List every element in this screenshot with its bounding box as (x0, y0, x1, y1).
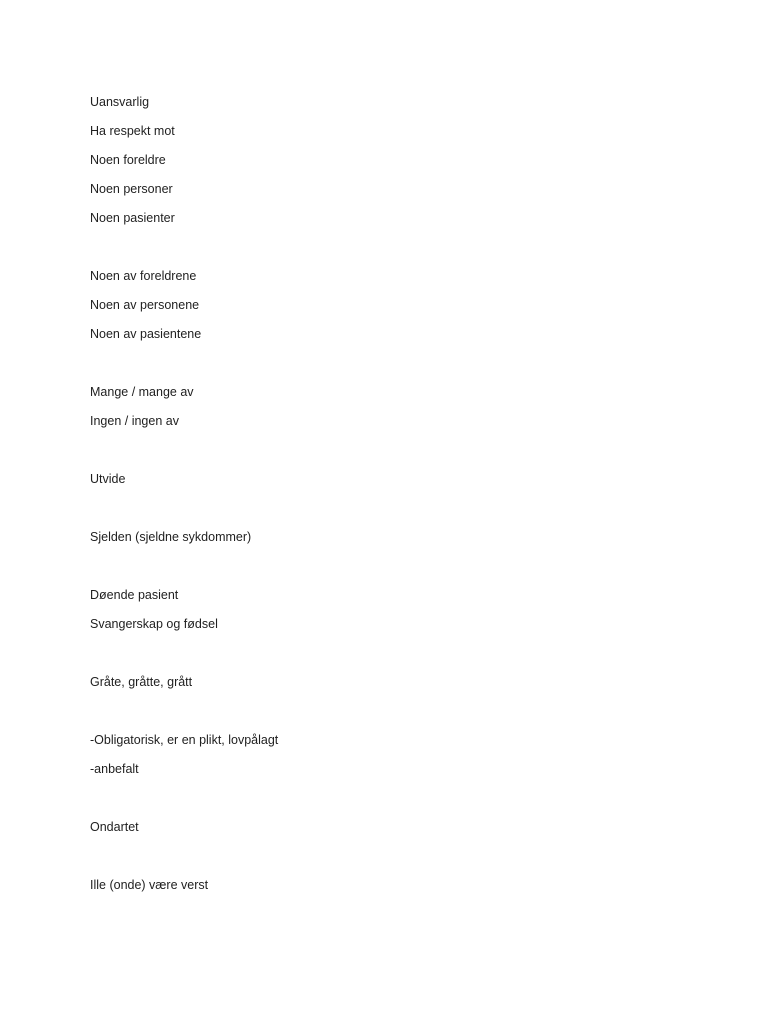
text-line: Noen av foreldrene (90, 269, 197, 283)
text-line: Utvide (90, 472, 126, 486)
text-line: Noen foreldre (90, 153, 166, 167)
text-line: Uansvarlig (90, 95, 150, 109)
document-body (90, 93, 690, 905)
text-line: Svangerskap og fødsel (90, 617, 218, 631)
blank-line (90, 354, 690, 383)
text-line: Noen av pasientene (90, 327, 202, 341)
blank-line (90, 644, 690, 673)
text-line: Gråte, gråtte, grått (90, 675, 193, 689)
blank-line (90, 702, 690, 731)
text-line: Noen personer (90, 182, 173, 196)
text-line: Ha respekt mot (90, 124, 175, 138)
blank-line (90, 238, 690, 267)
blank-line (90, 557, 690, 586)
blank-line (90, 789, 690, 818)
blank-line (90, 441, 690, 470)
text-line: Noen pasienter (90, 211, 175, 225)
text-line: Noen av personene (90, 298, 200, 312)
text-line: Sjelden (sjeldne sykdommer) (90, 530, 252, 544)
blank-line (90, 847, 690, 876)
text-line: Døende pasient (90, 588, 179, 602)
text-line: Ondartet (90, 820, 139, 834)
blank-line (90, 499, 690, 528)
text-line: Ingen / ingen av (90, 414, 179, 428)
text-line: Mange / mange av (90, 385, 194, 399)
text-line: -anbefalt (90, 762, 139, 776)
text-line: Ille (onde) være verst (90, 878, 209, 892)
text-line: -Obligatorisk, er en plikt, lovpålagt (90, 733, 279, 747)
